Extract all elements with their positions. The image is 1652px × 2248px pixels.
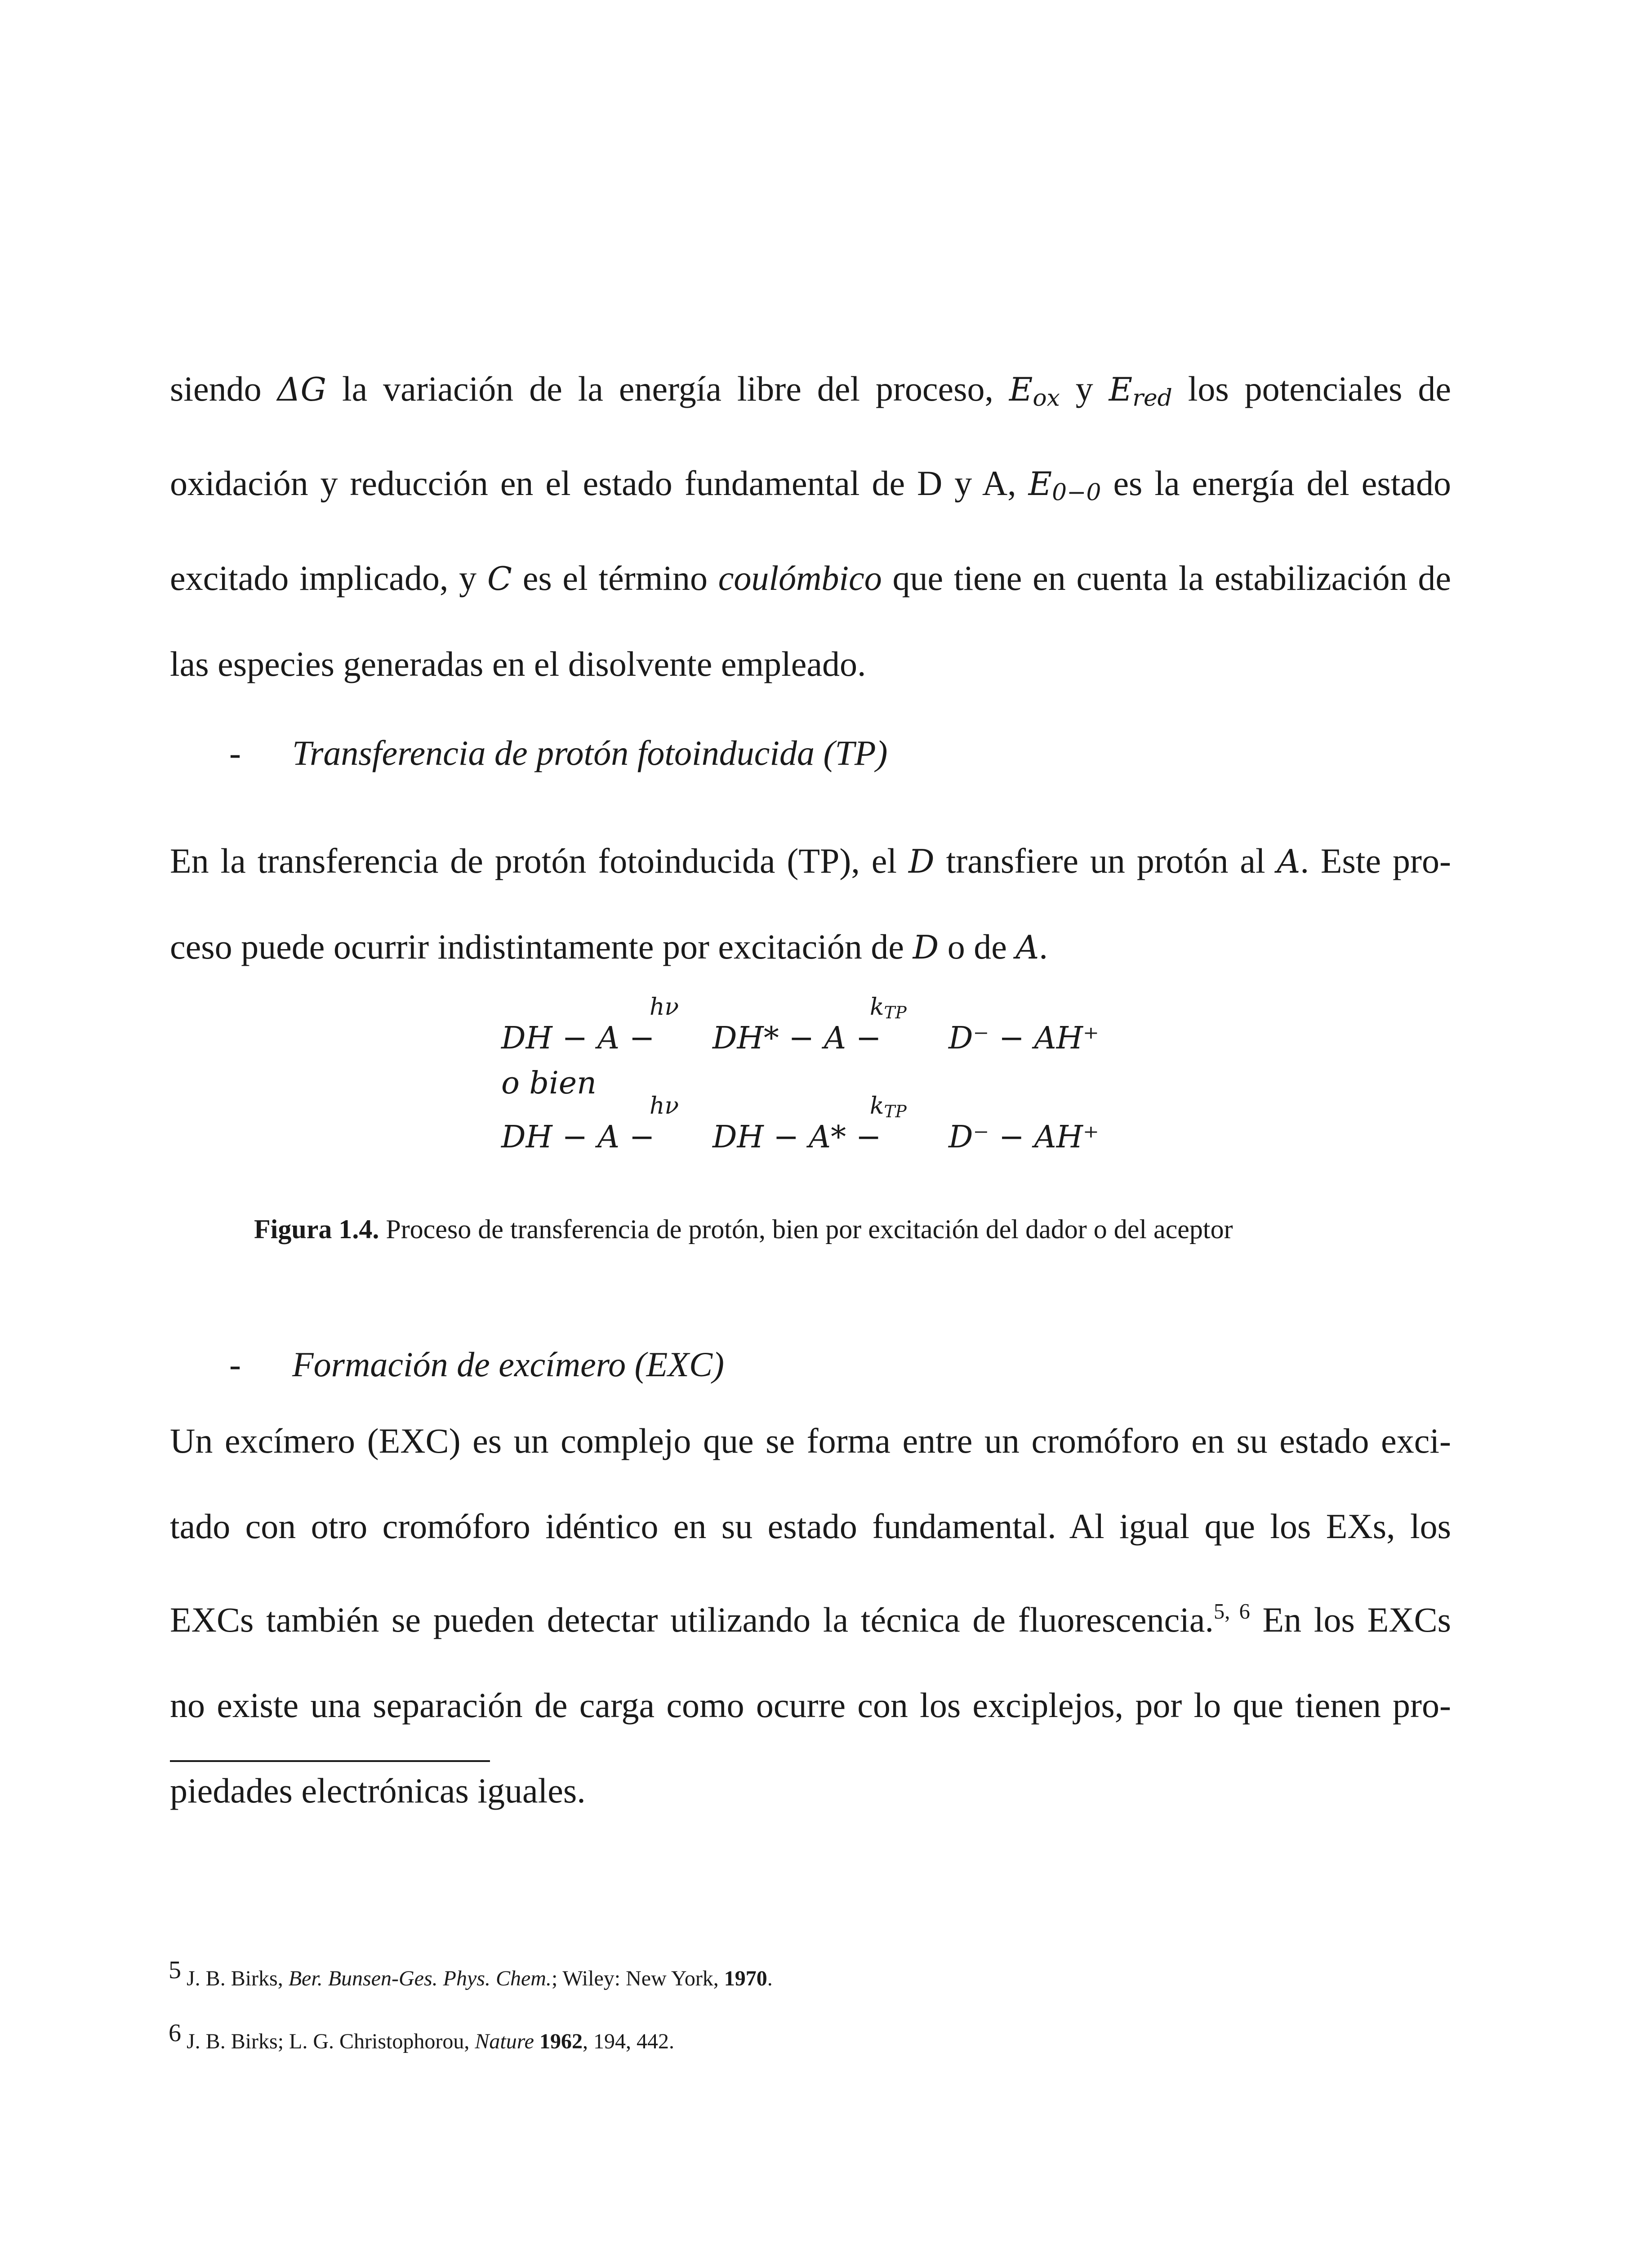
reactant: DH − A − — [501, 1021, 655, 1056]
text-line: tado con otro cromóforo idéntico en su estado fundamental. Al igual que los EXs, los — [170, 1507, 1451, 1546]
text-line: oxidación y reducción en el estado fundamental de D y A, $E_{0-0}$ es la energía del estado — [170, 464, 1451, 506]
footnote-number: 5 — [169, 1956, 181, 1984]
rate-constant-label: $k_{TP}$ — [870, 994, 907, 1023]
footnote: 5 J. B. Birks, Ber. Bunsen-Ges. Phys. Chem.; Wiley: New York, 1970. — [169, 1956, 773, 1990]
text-line: piedades electrónicas iguales. — [170, 1771, 586, 1811]
emphasis-coulombico: coulómbico — [718, 558, 882, 598]
math-a: A — [1015, 928, 1039, 966]
math-d: D — [913, 928, 939, 966]
section-heading-exc — [230, 1344, 724, 1385]
math-c: C — [487, 559, 512, 598]
hv-label: hν — [650, 994, 679, 1021]
heading-text: Formación de excímero (EXC) — [292, 1345, 724, 1384]
paragraph-energy-terms — [170, 346, 1451, 707]
text-line: excitado implicado, y C es el término coulómbico que tiene en cuenta la estabilización de — [170, 558, 1451, 598]
citation-year: 1962 — [539, 2029, 583, 2053]
text-line: Un excímero (EXC) es un complejo que se forma entre un cromóforo en su estado exci- — [170, 1421, 1451, 1460]
math-a: A — [1277, 843, 1300, 880]
product: D⁻ − AH⁺ — [948, 1120, 1099, 1155]
footnote-reference[interactable]: 5, 6 — [1214, 1600, 1250, 1624]
math-e-red: $E_{red}$ — [1109, 370, 1172, 412]
math-d: D — [908, 843, 935, 880]
journal-title: Ber. Bunsen-Ges. Phys. Chem. — [288, 1967, 552, 1990]
hv-label: hν — [650, 1093, 679, 1120]
text-line: no existe una separación de carga como ocurre con los exciplejos, por lo que tienen pro- — [170, 1686, 1451, 1725]
excited-intermediate: DH* − A − — [712, 1021, 882, 1056]
figure-label: Figura 1.4. — [254, 1214, 379, 1244]
math-e-ox: $E_{ox}$ — [1009, 370, 1060, 412]
product: D⁻ − AH⁺ — [948, 1021, 1099, 1056]
heading-text: Transferencia de protón fotoinducida (TP) — [292, 733, 888, 772]
citation-year: 1970 — [724, 1967, 767, 1990]
footnote-separator — [170, 1760, 490, 1762]
text-line: En la transferencia de protón fotoinducida (TP), el D transfiere un protón al A. Este pro- — [170, 841, 1451, 880]
journal-title: Nature — [475, 2029, 534, 2053]
paragraph-excimer — [170, 1398, 1451, 1833]
footnote-number: 6 — [169, 2019, 181, 2047]
section-heading-tp — [230, 733, 887, 773]
footnote: 6 J. B. Birks; L. G. Christophorou, Nature 1962, 194, 442. — [169, 2019, 674, 2053]
connector-text: o bien — [501, 1066, 597, 1101]
math-e-00: $E_{0-0}$ — [1028, 465, 1101, 506]
rate-constant-label: $k_{TP}$ — [870, 1093, 907, 1122]
excited-intermediate: DH − A* − — [712, 1120, 882, 1155]
list-dash: - — [229, 1345, 241, 1384]
text-line: ceso puede ocurrir indistintamente por excitación de D o de A. — [170, 927, 1048, 966]
list-dash: - — [229, 733, 241, 772]
reactant: DH − A − — [501, 1120, 655, 1155]
caption-text: Proceso de transferencia de protón, bien por excitación del dador o del aceptor — [379, 1214, 1233, 1244]
figure-caption — [254, 1214, 1233, 1245]
text-line: siendo ΔG la variación de la energía libre del proceso, $E_{ox}$ y $E_{red}$ los potenciales de — [170, 369, 1451, 412]
text-line: las especies generadas en el disolvente empleado. — [170, 644, 866, 683]
text-line: EXCs también se pueden detectar utilizando la técnica de fluorescencia.$^{5, 6}$ En los EXCs — [170, 1600, 1451, 1640]
paragraph-tp-description — [170, 818, 1451, 990]
math-delta-g: ΔG — [277, 370, 327, 408]
